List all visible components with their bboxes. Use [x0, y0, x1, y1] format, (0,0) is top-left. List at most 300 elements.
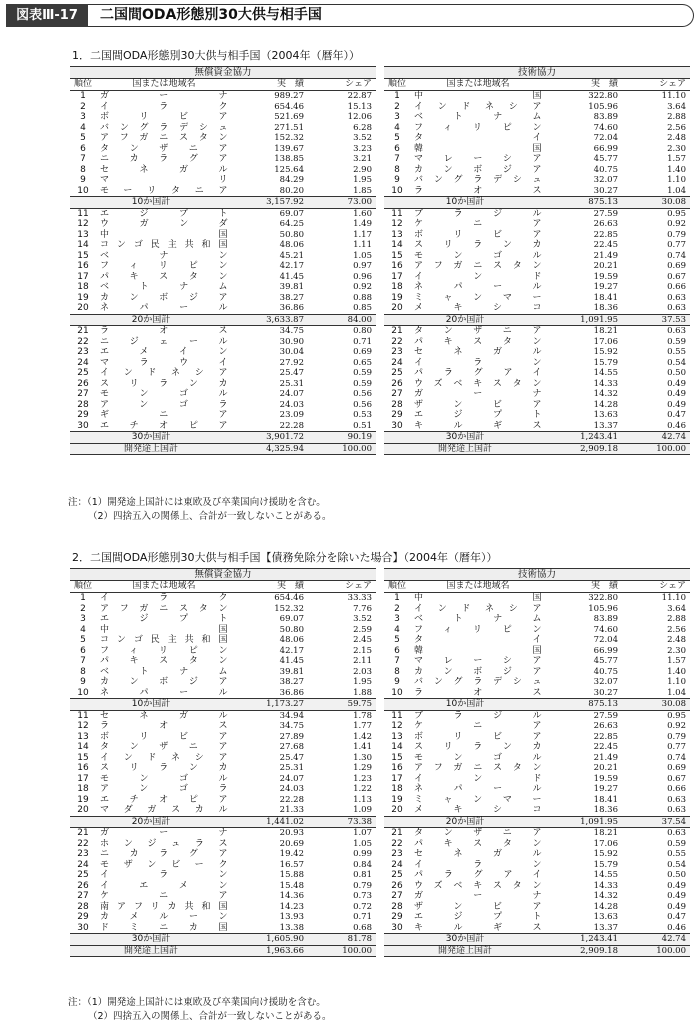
rank-cell: 19 — [77, 292, 89, 303]
table-row — [70, 774, 376, 785]
subtotal-share: 37.54 — [661, 816, 686, 827]
country-cell: 南アフリカ共和国 — [100, 901, 228, 912]
share-cell: 2.88 — [667, 112, 686, 122]
right-panel — [384, 66, 690, 455]
share-cell: 0.59 — [353, 378, 372, 389]
table-row — [384, 400, 690, 411]
country-cell: ガーナ — [100, 828, 228, 838]
subtotal-label: 20か国計 — [131, 816, 171, 827]
figure-title: 二国間ODA形態別30大供与相手国 — [88, 4, 694, 27]
country-cell: 中国 — [414, 593, 542, 603]
share-cell: 1.29 — [353, 763, 372, 773]
country-cell: コンゴ民主共和国 — [100, 635, 228, 645]
share-cell: 6.28 — [353, 122, 372, 133]
amount-cell: 42.17 — [279, 645, 304, 656]
amount-cell: 27.68 — [279, 742, 304, 752]
table-row — [70, 891, 376, 902]
table-row — [384, 732, 690, 743]
amount-cell: 30.04 — [279, 347, 304, 357]
table-row — [384, 881, 690, 892]
table-row — [384, 303, 690, 314]
country-cell: インドネシア — [414, 603, 542, 614]
country-cell: マダガスカル — [100, 805, 228, 815]
note-line: 注：（1）開発途上国計には東欧及び卒業国向け援助を含む。 — [68, 997, 326, 1008]
rank-cell: 20 — [77, 303, 89, 313]
table-row — [384, 688, 690, 699]
share-cell: 1.05 — [353, 838, 372, 849]
share-cell: 0.69 — [667, 763, 686, 773]
share-cell: 2.15 — [353, 645, 372, 656]
table-row — [70, 326, 376, 337]
country-cell: インドネシア — [100, 752, 228, 763]
share-cell: 0.74 — [667, 752, 686, 763]
share-cell: 3.21 — [353, 154, 372, 164]
amount-cell: 521.69 — [274, 112, 304, 122]
rank-cell: 5 — [80, 635, 86, 645]
rank-cell: 24 — [391, 859, 403, 870]
share-cell: 1.13 — [353, 794, 372, 805]
share-cell: 3.64 — [667, 603, 686, 614]
share-header: シェア — [345, 79, 372, 89]
table-row — [384, 326, 690, 337]
amount-cell: 15.92 — [593, 849, 618, 859]
share-cell: 0.79 — [667, 229, 686, 240]
rank-cell: 20 — [77, 805, 89, 815]
country-cell: ネパール — [414, 282, 542, 292]
amount-cell: 13.63 — [593, 410, 618, 420]
subtotal-row — [384, 817, 690, 829]
rank-cell: 26 — [77, 880, 89, 891]
grand-total-share: 100.00 — [656, 443, 686, 454]
grand-total-label: 開発途上国計 — [437, 945, 492, 956]
amount-cell: 34.94 — [279, 710, 304, 721]
row-group — [70, 593, 376, 699]
rank-cell: 23 — [77, 849, 89, 859]
rank-cell: 26 — [391, 378, 403, 389]
share-cell: 2.59 — [353, 624, 372, 635]
table-row — [384, 763, 690, 774]
rank-cell: 21 — [391, 326, 403, 336]
table-row — [384, 795, 690, 806]
country-cell: ウズベキスタン — [414, 378, 542, 389]
country-cell: ボリビア — [100, 731, 228, 742]
table-row — [384, 410, 690, 421]
table-row — [384, 368, 690, 379]
country-cell: ニジェール — [100, 336, 228, 347]
rank-cell: 6 — [80, 143, 86, 154]
amount-cell: 45.21 — [279, 250, 304, 261]
amount-cell: 14.33 — [593, 880, 618, 891]
amount-cell: 14.33 — [593, 378, 618, 389]
table-row — [70, 763, 376, 774]
table-row — [70, 614, 376, 625]
country-cell: 中国 — [414, 91, 542, 101]
subtotal-amount: 1,441.02 — [266, 816, 304, 827]
row-group — [70, 91, 376, 197]
rank-cell: 9 — [80, 677, 86, 687]
amount-cell: 36.86 — [279, 303, 304, 313]
share-cell: 0.59 — [667, 838, 686, 849]
grand-total-share: 100.00 — [342, 945, 372, 956]
country-cell: スリランカ — [414, 240, 542, 250]
table-row — [70, 251, 376, 262]
share-cell: 1.57 — [667, 154, 686, 164]
table-row — [384, 337, 690, 348]
amount-cell: 13.37 — [593, 420, 618, 431]
country-cell: アンゴラ — [100, 399, 228, 410]
table-row — [384, 347, 690, 358]
country-cell: ザンビア — [414, 399, 542, 410]
share-cell: 1.77 — [353, 721, 372, 731]
rank-cell: 7 — [80, 656, 86, 666]
share-cell: 0.63 — [667, 303, 686, 313]
country-cell: ベトナム — [100, 282, 228, 292]
share-cell: 1.17 — [353, 229, 372, 240]
subtotal-amount: 875.13 — [588, 699, 618, 709]
amount-header: 実 績 — [590, 79, 618, 89]
table-row — [70, 230, 376, 241]
rank-cell: 3 — [80, 614, 86, 624]
amount-cell: 38.27 — [279, 677, 304, 687]
subtotal-label: 10か国計 — [445, 197, 485, 207]
amount-cell: 14.28 — [593, 901, 618, 912]
country-cell: タンザニア — [100, 742, 228, 752]
share-cell: 0.55 — [667, 849, 686, 859]
amount-cell: 21.33 — [279, 805, 304, 815]
subtotal-label: 30か国計 — [131, 934, 171, 944]
share-cell: 0.65 — [353, 357, 372, 368]
table-row — [70, 282, 376, 293]
amount-cell: 41.45 — [279, 271, 304, 282]
rank-cell: 14 — [391, 240, 403, 250]
country-cell: フィリピン — [100, 261, 228, 271]
share-cell: 2.90 — [353, 164, 372, 175]
rank-header: 順位 — [387, 79, 406, 89]
table-row — [70, 219, 376, 230]
country-cell: バングラデシュ — [414, 175, 542, 185]
column-header — [70, 581, 376, 593]
row-group — [70, 828, 376, 934]
country-cell: エジプト — [414, 410, 542, 420]
share-cell: 0.97 — [353, 261, 372, 271]
section-2-title: 2．二国間ODA形態別30大供与相手国【債務免除分を除いた場合】（2004年（暦年）） — [72, 551, 498, 564]
amount-cell: 84.29 — [279, 175, 304, 185]
amount-cell: 48.06 — [279, 240, 304, 250]
table-row — [384, 860, 690, 871]
share-cell: 0.54 — [667, 859, 686, 870]
table-row — [384, 721, 690, 732]
rank-cell: 10 — [391, 687, 403, 698]
amount-cell: 22.28 — [279, 420, 304, 431]
table-row — [70, 272, 376, 283]
rank-header: 順位 — [73, 79, 92, 89]
share-cell: 0.63 — [667, 292, 686, 303]
share-cell: 0.46 — [667, 922, 686, 933]
amount-cell: 22.28 — [279, 794, 304, 805]
table-row — [70, 604, 376, 615]
country-cell: 韓国 — [414, 143, 542, 154]
amount-cell: 18.36 — [593, 303, 618, 313]
share-cell: 0.63 — [667, 828, 686, 838]
amount-cell: 72.04 — [593, 635, 618, 645]
rank-cell: 9 — [80, 175, 86, 185]
country-cell: モーリタニア — [100, 185, 228, 196]
rank-cell: 29 — [391, 410, 403, 420]
rank-cell: 25 — [77, 870, 89, 880]
column-header — [384, 79, 690, 91]
subtotal-share: 37.53 — [661, 314, 686, 325]
subtotal-label: 10か国計 — [131, 699, 171, 709]
rank-cell: 7 — [394, 656, 400, 666]
table-row — [70, 240, 376, 251]
country-cell: カンボジア — [414, 666, 542, 677]
table-row — [384, 614, 690, 625]
amount-cell: 39.81 — [279, 282, 304, 292]
country-cell: ザンビア — [414, 901, 542, 912]
share-cell: 0.79 — [353, 880, 372, 891]
subtotal-label: 20か国計 — [445, 816, 485, 827]
share-cell: 1.78 — [353, 710, 372, 721]
table-row — [70, 784, 376, 795]
amount-cell: 152.32 — [274, 603, 304, 614]
table-row — [70, 923, 376, 934]
country-cell: ラオス — [100, 721, 228, 731]
share-cell: 0.92 — [667, 721, 686, 731]
rank-cell: 17 — [77, 773, 89, 784]
rank-cell: 30 — [77, 420, 89, 431]
rank-cell: 15 — [391, 752, 403, 763]
subtotal-label: 10か国計 — [445, 699, 485, 709]
amount-cell: 27.59 — [593, 208, 618, 219]
rank-cell: 20 — [391, 303, 403, 313]
share-cell: 0.88 — [353, 292, 372, 303]
rank-cell: 16 — [391, 763, 403, 773]
amount-cell: 83.89 — [593, 112, 618, 122]
share-cell: 0.49 — [667, 901, 686, 912]
grand-total-row — [70, 444, 376, 456]
amount-cell: 14.36 — [279, 891, 304, 901]
share-cell: 0.53 — [353, 410, 372, 420]
share-cell: 2.03 — [353, 666, 372, 677]
share-cell: 0.56 — [353, 399, 372, 410]
subtotal-share: 30.08 — [661, 197, 686, 207]
share-cell: 2.45 — [353, 635, 372, 645]
rank-cell: 18 — [77, 784, 89, 794]
amount-cell: 38.27 — [279, 292, 304, 303]
amount-header: 実 績 — [276, 79, 304, 89]
amount-cell: 14.32 — [593, 389, 618, 399]
country-cell: フィリピン — [100, 645, 228, 656]
subtotal-amount: 1,243.41 — [580, 432, 618, 442]
country-cell: イラク — [100, 101, 228, 112]
rank-cell: 25 — [391, 368, 403, 378]
amount-cell: 74.60 — [593, 624, 618, 635]
country-cell: ブラジル — [414, 208, 542, 219]
country-cell: ガーナ — [414, 891, 542, 901]
table-row — [384, 293, 690, 304]
country-cell: マレーシア — [414, 656, 542, 666]
table-row — [70, 711, 376, 722]
rank-cell: 24 — [77, 859, 89, 870]
country-cell: ベナン — [100, 250, 228, 261]
share-cell: 0.67 — [667, 773, 686, 784]
amount-cell: 13.93 — [279, 912, 304, 922]
note-line: 注：（1）開発途上国計には東欧及び卒業国向け援助を含む。 — [68, 497, 326, 508]
subtotal-amount: 1,605.90 — [266, 934, 304, 944]
country-cell: タイ — [414, 635, 542, 645]
country-cell: セネガル — [414, 849, 542, 859]
table-row — [70, 186, 376, 197]
country-cell: ケニア — [414, 721, 542, 731]
rank-cell: 28 — [77, 399, 89, 410]
subtotal-amount: 3,633.87 — [266, 314, 304, 325]
table-row — [384, 186, 690, 197]
rank-cell: 11 — [77, 208, 89, 219]
rank-cell: 6 — [80, 645, 86, 656]
share-cell: 1.09 — [353, 805, 372, 815]
table-row — [70, 635, 376, 646]
country-cell: モンゴル — [100, 773, 228, 784]
country-cell: ボリビア — [414, 731, 542, 742]
rank-cell: 15 — [77, 752, 89, 763]
share-cell: 0.63 — [667, 805, 686, 815]
subtotal-amount: 1,091.95 — [580, 816, 618, 827]
table-row — [384, 593, 690, 604]
country-cell: タンザニア — [414, 326, 542, 336]
amount-cell: 24.03 — [279, 399, 304, 410]
table-row — [70, 123, 376, 134]
share-cell: 1.30 — [353, 752, 372, 763]
figure-header — [6, 4, 694, 27]
amount-cell: 18.41 — [593, 292, 618, 303]
table-row — [70, 677, 376, 688]
table-row — [70, 175, 376, 186]
rank-cell: 26 — [77, 378, 89, 389]
table-row — [384, 175, 690, 186]
share-cell: 2.48 — [667, 133, 686, 143]
grand-total-row — [384, 444, 690, 456]
share-header: シェア — [659, 79, 686, 89]
share-cell: 0.59 — [353, 368, 372, 378]
country-cell: メキシコ — [414, 805, 542, 815]
country-cell: ネパール — [414, 784, 542, 794]
rank-cell: 2 — [80, 603, 86, 614]
share-cell: 1.04 — [667, 185, 686, 196]
share-cell: 2.30 — [667, 143, 686, 154]
subtotal-label: 30か国計 — [445, 432, 485, 442]
table-row — [384, 677, 690, 688]
amount-cell: 14.23 — [279, 901, 304, 912]
share-cell: 0.55 — [667, 347, 686, 357]
share-cell: 1.22 — [353, 784, 372, 794]
amount-cell: 138.85 — [274, 154, 304, 164]
country-cell: モンゴル — [414, 250, 542, 261]
row-group — [384, 828, 690, 934]
share-cell: 0.74 — [667, 250, 686, 261]
column-header — [70, 79, 376, 91]
rank-cell: 12 — [77, 219, 89, 229]
country-cell: アフガニスタン — [414, 261, 542, 271]
country-cell: ブラジル — [414, 710, 542, 721]
rank-cell: 15 — [77, 250, 89, 261]
rank-cell: 14 — [391, 742, 403, 752]
share-cell: 0.73 — [353, 891, 372, 901]
table-row — [384, 421, 690, 432]
share-cell: 1.95 — [353, 175, 372, 185]
subtotal-label: 20か国計 — [445, 314, 485, 325]
rank-cell: 27 — [77, 891, 89, 901]
rank-cell: 9 — [394, 677, 400, 687]
rank-cell: 5 — [394, 635, 400, 645]
amount-cell: 18.21 — [593, 326, 618, 336]
rank-cell: 27 — [391, 389, 403, 399]
country-cell: モザンビーク — [100, 859, 228, 870]
subtotal-amount: 3,157.92 — [266, 197, 304, 207]
group-header: 無償資金協力 — [70, 568, 376, 581]
country-cell: タンザニア — [414, 828, 542, 838]
country-cell: スリランカ — [414, 742, 542, 752]
rank-cell: 10 — [77, 185, 89, 196]
share-cell: 1.10 — [667, 175, 686, 185]
table-row — [70, 667, 376, 678]
table-row — [384, 839, 690, 850]
table-row — [70, 293, 376, 304]
country-cell: ベトナム — [414, 112, 542, 122]
table-row — [70, 209, 376, 220]
share-cell: 1.41 — [353, 742, 372, 752]
share-cell: 0.84 — [353, 859, 372, 870]
amount-cell: 14.55 — [593, 368, 618, 378]
amount-cell: 30.27 — [593, 687, 618, 698]
rank-cell: 6 — [394, 143, 400, 154]
table-row — [70, 742, 376, 753]
country-cell: ガーナ — [100, 91, 228, 101]
rank-cell: 20 — [391, 805, 403, 815]
amount-cell: 34.75 — [279, 326, 304, 336]
rank-cell: 29 — [77, 410, 89, 420]
rank-cell: 3 — [80, 112, 86, 122]
amount-cell: 18.41 — [593, 794, 618, 805]
share-cell: 0.49 — [667, 880, 686, 891]
share-cell: 1.04 — [667, 687, 686, 698]
figure-number: 図表Ⅲ-17 — [6, 4, 88, 27]
rank-cell: 28 — [391, 399, 403, 410]
share-cell: 1.05 — [353, 250, 372, 261]
share-cell: 1.40 — [667, 164, 686, 175]
amount-cell: 22.85 — [593, 229, 618, 240]
share-cell: 1.07 — [353, 828, 372, 838]
share-cell: 0.54 — [667, 357, 686, 368]
rank-cell: 24 — [391, 357, 403, 368]
table-row — [384, 646, 690, 657]
country-cell: マリ — [100, 175, 228, 185]
row-group — [70, 326, 376, 432]
share-cell: 1.10 — [667, 677, 686, 687]
share-cell: 1.11 — [353, 240, 372, 250]
row-group — [384, 593, 690, 699]
table-row — [70, 421, 376, 432]
country-cell: イラク — [100, 593, 228, 603]
table-row — [384, 144, 690, 155]
amount-cell: 17.06 — [593, 838, 618, 849]
amount-cell: 19.59 — [593, 271, 618, 282]
share-header: シェア — [659, 581, 686, 591]
share-cell: 0.79 — [667, 731, 686, 742]
amount-header: 実 績 — [276, 581, 304, 591]
rank-cell: 13 — [391, 731, 403, 742]
rank-cell: 22 — [77, 838, 89, 849]
table-row — [384, 774, 690, 785]
